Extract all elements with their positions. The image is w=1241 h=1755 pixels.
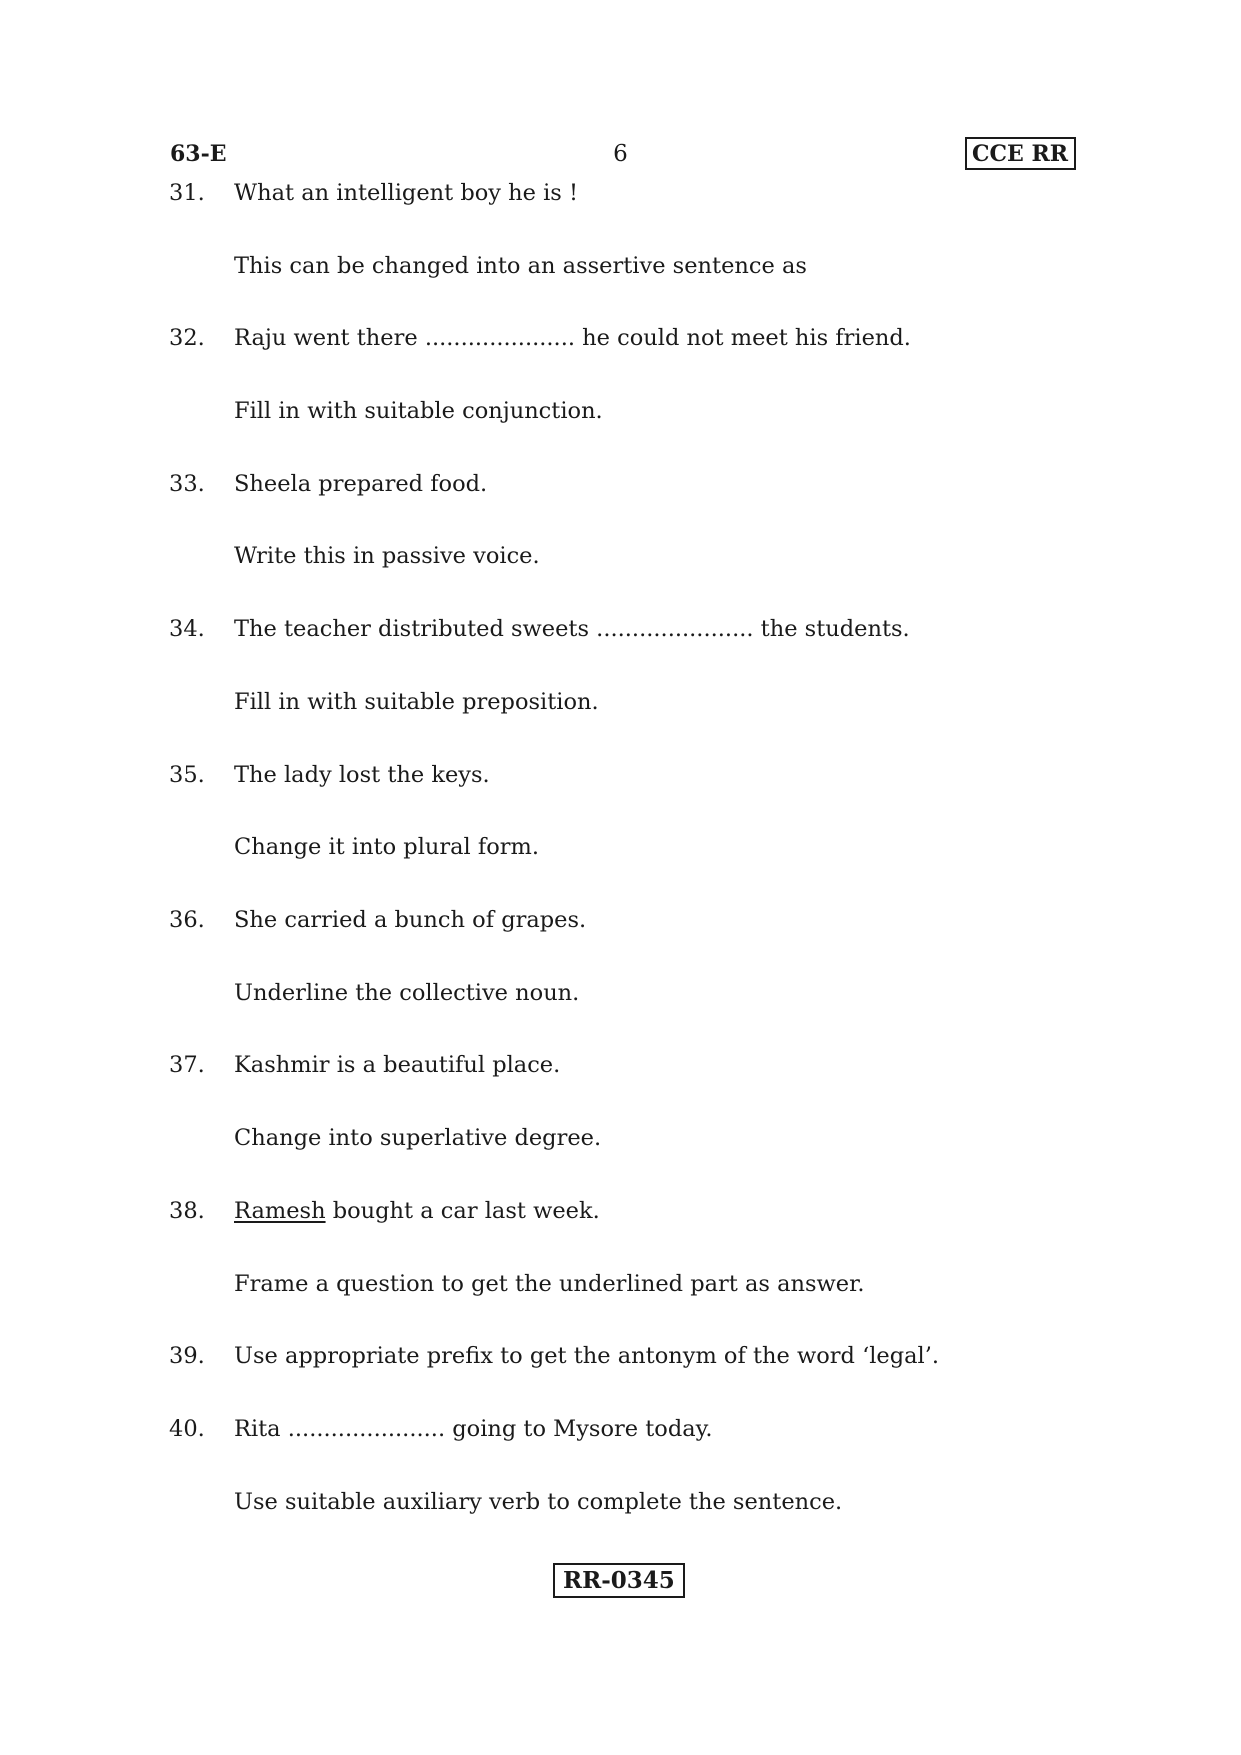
question-text [234,1198,600,1224]
question-number: 36. [169,907,205,933]
question-instruction: Frame a question to get the underlined part as answer. [234,1271,865,1297]
question-number: 32. [169,325,205,351]
question-text: The lady lost the keys. [234,762,490,788]
question-number: 34. [169,616,205,642]
question-instruction: Use suitable auxiliary verb to complete the sentence. [234,1489,843,1515]
subject-code: 63-E [170,141,227,167]
question-text: Use appropriate prefix to get the antonym of the word ‘legal’. [234,1343,940,1369]
question-text-rest: bought a car last week. [325,1198,600,1224]
question-text: What an intelligent boy he is ! [234,180,579,206]
question-text: Kashmir is a beautiful place. [234,1052,561,1078]
question-number: 37. [169,1052,205,1078]
question-instruction: Write this in passive voice. [234,543,540,569]
question-text: The teacher distributed sweets ...................... the students. [234,616,910,642]
question-instruction: Fill in with suitable conjunction. [234,398,603,424]
question-number: 39. [169,1343,205,1369]
question-number: 40. [169,1416,205,1442]
question-number: 33. [169,471,205,497]
question-instruction: This can be changed into an assertive sentence as [234,253,807,279]
question-text: Rita ...................... going to Mysore today. [234,1416,713,1442]
underlined-word: Ramesh [234,1198,326,1224]
page-number: 6 [613,141,628,167]
question-instruction: Underline the collective noun. [234,980,580,1006]
question-text: She carried a bunch of grapes. [234,907,587,933]
question-text: Sheela prepared food. [234,471,488,497]
paper-code-box: RR-0345 [553,1563,685,1598]
question-text: Raju went there ..................... he could not meet his friend. [234,325,911,351]
question-number: 31. [169,180,205,206]
question-instruction: Change it into plural form. [234,834,540,860]
question-instruction: Change into superlative degree. [234,1125,602,1151]
question-number: 35. [169,762,205,788]
series-box: CCE RR [965,137,1076,170]
question-number: 38. [169,1198,205,1224]
question-instruction: Fill in with suitable preposition. [234,689,599,715]
